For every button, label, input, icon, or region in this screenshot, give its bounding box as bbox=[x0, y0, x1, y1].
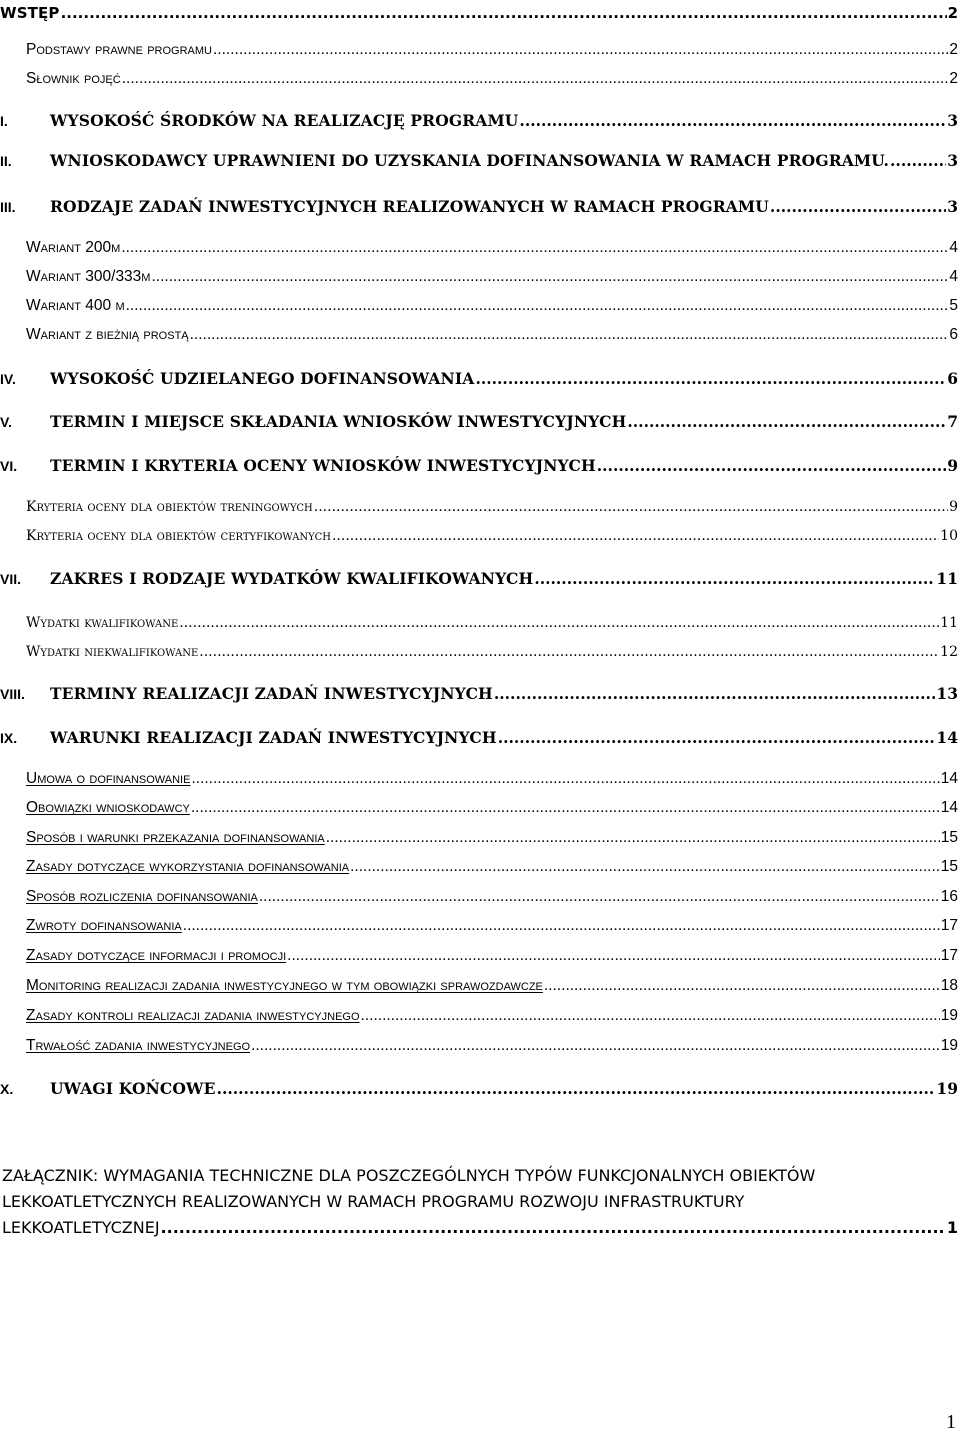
toc-entry-label: Wydatki niekwalifikowane bbox=[26, 644, 199, 660]
toc-entry-page-number: 18 bbox=[940, 977, 958, 994]
dot-leader bbox=[259, 884, 940, 910]
toc-entry[interactable] bbox=[0, 795, 960, 821]
dot-leader bbox=[161, 1215, 946, 1241]
annex-page-number: 1 bbox=[946, 1218, 958, 1237]
toc-entry-label: Zwroty dofinansowania bbox=[26, 917, 182, 934]
toc-entry-number: IV. bbox=[0, 371, 16, 387]
toc-entry[interactable] bbox=[0, 148, 960, 174]
toc-entry[interactable] bbox=[0, 943, 960, 969]
toc-entry-label: Sposób i warunki przekazania dofinansowania bbox=[26, 829, 325, 846]
toc-entry[interactable] bbox=[0, 825, 960, 851]
toc-entry[interactable] bbox=[0, 366, 960, 392]
toc-entry[interactable] bbox=[0, 725, 960, 751]
toc-entry-label: Kryteria oceny dla obiektów certyfikowanych bbox=[26, 528, 331, 544]
dot-leader bbox=[475, 366, 946, 392]
toc-entry-page-number: 16 bbox=[940, 888, 958, 905]
toc-entry-label: Zasady dotyczące wykorzystania dofinansowania bbox=[26, 858, 350, 875]
toc-entry-page-number: 6 bbox=[949, 326, 958, 343]
dot-leader bbox=[199, 639, 939, 665]
dot-leader bbox=[361, 1003, 940, 1029]
toc-entry[interactable] bbox=[0, 494, 960, 520]
toc-entry[interactable] bbox=[0, 66, 960, 92]
toc-entry[interactable] bbox=[0, 37, 960, 63]
toc-entry-label: Wariant 300/333m bbox=[26, 268, 151, 285]
dot-leader bbox=[183, 913, 940, 939]
toc-entry-label: ZAKRES I RODZAJE WYDATKÓW KWALIFIKOWANYCH bbox=[50, 569, 534, 588]
toc-entry[interactable] bbox=[0, 293, 960, 319]
dot-leader bbox=[770, 194, 946, 220]
toc-entry-page-number: 3 bbox=[947, 111, 958, 130]
toc-entry-number: V. bbox=[0, 414, 12, 430]
toc-entry[interactable] bbox=[0, 235, 960, 261]
toc-entry-number: IX. bbox=[0, 730, 18, 746]
toc-entry[interactable] bbox=[0, 610, 960, 636]
dot-leader bbox=[544, 973, 940, 999]
toc-entry-page-number: 19 bbox=[940, 1037, 958, 1054]
toc-entry-page-number: 15 bbox=[940, 829, 958, 846]
toc-entry[interactable] bbox=[0, 884, 960, 910]
dot-leader bbox=[494, 681, 936, 707]
toc-entry[interactable] bbox=[0, 913, 960, 939]
toc-entry[interactable] bbox=[0, 523, 960, 549]
toc-entry-label: Wariant 200m bbox=[26, 239, 121, 256]
toc-entry-page-number: 10 bbox=[940, 528, 958, 544]
toc-entry-page-number: 4 bbox=[949, 239, 958, 256]
toc-entry-label: WSTĘP bbox=[0, 4, 60, 22]
dot-leader bbox=[627, 409, 946, 435]
toc-entry-page-number: 14 bbox=[940, 770, 958, 787]
toc-entry[interactable] bbox=[0, 639, 960, 665]
annex-title-line-3-text: LEKKOATLETYCZNEJ bbox=[2, 1218, 160, 1237]
toc-entry[interactable] bbox=[0, 1076, 960, 1102]
toc-entry[interactable] bbox=[0, 108, 960, 134]
toc-entry[interactable] bbox=[0, 453, 960, 479]
toc-entry-label: TERMIN I MIEJSCE SKŁADANIA WNIOSKÓW INWESTYCYJNYCH bbox=[50, 412, 627, 431]
toc-entry-page-number: 19 bbox=[940, 1007, 958, 1024]
toc-entry-page-number: 6 bbox=[947, 369, 958, 388]
dot-leader bbox=[890, 148, 946, 174]
dot-leader bbox=[217, 1076, 936, 1102]
toc-entry[interactable] bbox=[0, 409, 960, 435]
toc-entry-page-number: 11 bbox=[936, 569, 958, 588]
dot-leader bbox=[314, 494, 948, 520]
dot-leader bbox=[151, 264, 948, 290]
toc-entry-number: VII. bbox=[0, 571, 22, 587]
toc-entry[interactable] bbox=[0, 566, 960, 592]
toc-entry-page-number: 19 bbox=[936, 1079, 958, 1098]
toc-entry-label: Obowiązki wnioskodawcy bbox=[26, 799, 190, 816]
dot-leader bbox=[332, 523, 939, 549]
toc-entry-number: X. bbox=[0, 1081, 14, 1097]
annex-title-line-2: LEKKOATLETYCZNYCH REALIZOWANYCH W RAMACH PROGRAMU ROZWOJU INFRASTRUKTURY bbox=[2, 1192, 745, 1211]
toc-entry-page-number: 3 bbox=[947, 151, 958, 170]
dot-leader bbox=[191, 766, 939, 792]
toc-entry[interactable] bbox=[0, 973, 960, 999]
toc-entry-page-number: 2 bbox=[949, 41, 958, 58]
dot-leader bbox=[287, 943, 940, 969]
toc-entry-page-number: 14 bbox=[936, 728, 958, 747]
toc-entry-label: Podstawy prawne programu bbox=[26, 41, 212, 58]
dot-leader bbox=[179, 610, 939, 636]
toc-entry-label: Kryteria oceny dla obiektów treningowych bbox=[26, 499, 313, 515]
annex-title-line-3 bbox=[2, 1215, 958, 1241]
toc-entry-page-number: 11 bbox=[940, 615, 958, 631]
toc-entry-label: Wariant 400 m bbox=[26, 297, 125, 314]
toc-entry-label: WYSOKOŚĆ UDZIELANEGO DOFINANSOWANIA bbox=[50, 369, 475, 388]
toc-entry-page-number: 5 bbox=[949, 297, 958, 314]
toc-entry[interactable] bbox=[0, 322, 960, 348]
toc-entry-label: TERMINY REALIZACJI ZADAŃ INWESTYCYJNYCH bbox=[50, 684, 493, 703]
toc-entry-label: WYSOKOŚĆ ŚRODKÓW NA REALIZACJĘ PROGRAMU bbox=[50, 111, 519, 130]
toc-entry[interactable] bbox=[0, 1033, 960, 1059]
toc-entry-label: Trwałość zadania inwestycyjnego bbox=[26, 1037, 251, 1054]
toc-entry-label: Zasady dotyczące informacji i promocji bbox=[26, 947, 287, 964]
toc-entry-label: UWAGI KOŃCOWE bbox=[50, 1079, 216, 1098]
annex-title-line-1: ZAŁĄCZNIK: WYMAGANIA TECHNICZNE DLA POSZCZEGÓLNYCH TYPÓW FUNKCJONALNYCH OBIEKTÓW bbox=[2, 1166, 816, 1185]
toc-entry-page-number: 4 bbox=[949, 268, 958, 285]
toc-entry-number: III. bbox=[0, 199, 16, 215]
toc-entry-page-number: 3 bbox=[947, 197, 958, 216]
toc-entry-label: Zasady kontroli realizacji zadania inwestycyjnego bbox=[26, 1007, 360, 1024]
toc-entry-label: Monitoring realizacji zadania inwestycyjnego w tym obowiązki sprawozdawcze bbox=[26, 977, 543, 994]
dot-leader bbox=[534, 566, 935, 592]
dot-leader bbox=[597, 453, 946, 479]
toc-entry-page-number: 2 bbox=[947, 4, 958, 22]
dot-leader bbox=[190, 322, 949, 348]
toc-entry-number: II. bbox=[0, 153, 12, 169]
toc-entry-page-number: 13 bbox=[936, 684, 958, 703]
toc-entry-number: VI. bbox=[0, 458, 18, 474]
toc-entry-page-number: 14 bbox=[940, 799, 958, 816]
dot-leader bbox=[251, 1033, 940, 1059]
dot-leader bbox=[191, 795, 940, 821]
toc-entry-label: WNIOSKODAWCY UPRAWNIENI DO UZYSKANIA DOFINANSOWANIA W RAMACH PROGRAMU. bbox=[50, 151, 890, 170]
toc-entry-label: Sposób rozliczenia dofinansowania bbox=[26, 888, 258, 905]
toc-entry-number: I. bbox=[0, 113, 8, 129]
toc-entry-label: TERMIN I KRYTERIA OCENY WNIOSKÓW INWESTYCYJNYCH bbox=[50, 456, 596, 475]
annex-entry[interactable] bbox=[2, 1163, 958, 1241]
page-number: 1 bbox=[946, 1411, 956, 1433]
dot-leader bbox=[350, 854, 940, 880]
toc-entry-number: VIII. bbox=[0, 686, 25, 702]
toc-entry[interactable] bbox=[0, 1003, 960, 1029]
toc-entry-label: Umowa o dofinansowanie bbox=[26, 770, 191, 787]
toc-entry-page-number: 9 bbox=[949, 499, 958, 515]
toc-entry-page-number: 9 bbox=[947, 456, 958, 475]
toc-entry-page-number: 7 bbox=[947, 412, 958, 431]
toc-entry-label: RODZAJE ZADAŃ INWESTYCYJNYCH REALIZOWANYCH W RAMACH PROGRAMU bbox=[50, 197, 769, 216]
toc-entry-label: Słownik pojęć bbox=[26, 70, 121, 87]
toc-entry[interactable] bbox=[0, 0, 960, 26]
dot-leader bbox=[519, 108, 946, 134]
toc-entry-page-number: 17 bbox=[940, 947, 958, 964]
toc-entry-label: WARUNKI REALIZACJI ZADAŃ INWESTYCYJNYCH bbox=[50, 728, 497, 747]
toc-entry[interactable] bbox=[0, 681, 960, 707]
toc-entry[interactable] bbox=[0, 766, 960, 792]
toc-entry[interactable] bbox=[0, 854, 960, 880]
toc-entry-label: Wariant z bieżnią prostą bbox=[26, 326, 189, 343]
dot-leader bbox=[498, 725, 936, 751]
toc-entry-page-number: 15 bbox=[940, 858, 958, 875]
dot-leader bbox=[122, 66, 949, 92]
toc-entry-page-number: 12 bbox=[940, 644, 958, 660]
dot-leader bbox=[61, 0, 947, 26]
dot-leader bbox=[213, 37, 948, 63]
toc-entry[interactable] bbox=[0, 264, 960, 290]
dot-leader bbox=[121, 235, 948, 261]
toc-entry-page-number: 17 bbox=[940, 917, 958, 934]
toc-entry-label: Wydatki kwalifikowane bbox=[26, 615, 179, 631]
dot-leader bbox=[326, 825, 940, 851]
toc-entry-page-number: 2 bbox=[949, 70, 958, 87]
dot-leader bbox=[126, 293, 949, 319]
toc-entry[interactable] bbox=[0, 194, 960, 220]
